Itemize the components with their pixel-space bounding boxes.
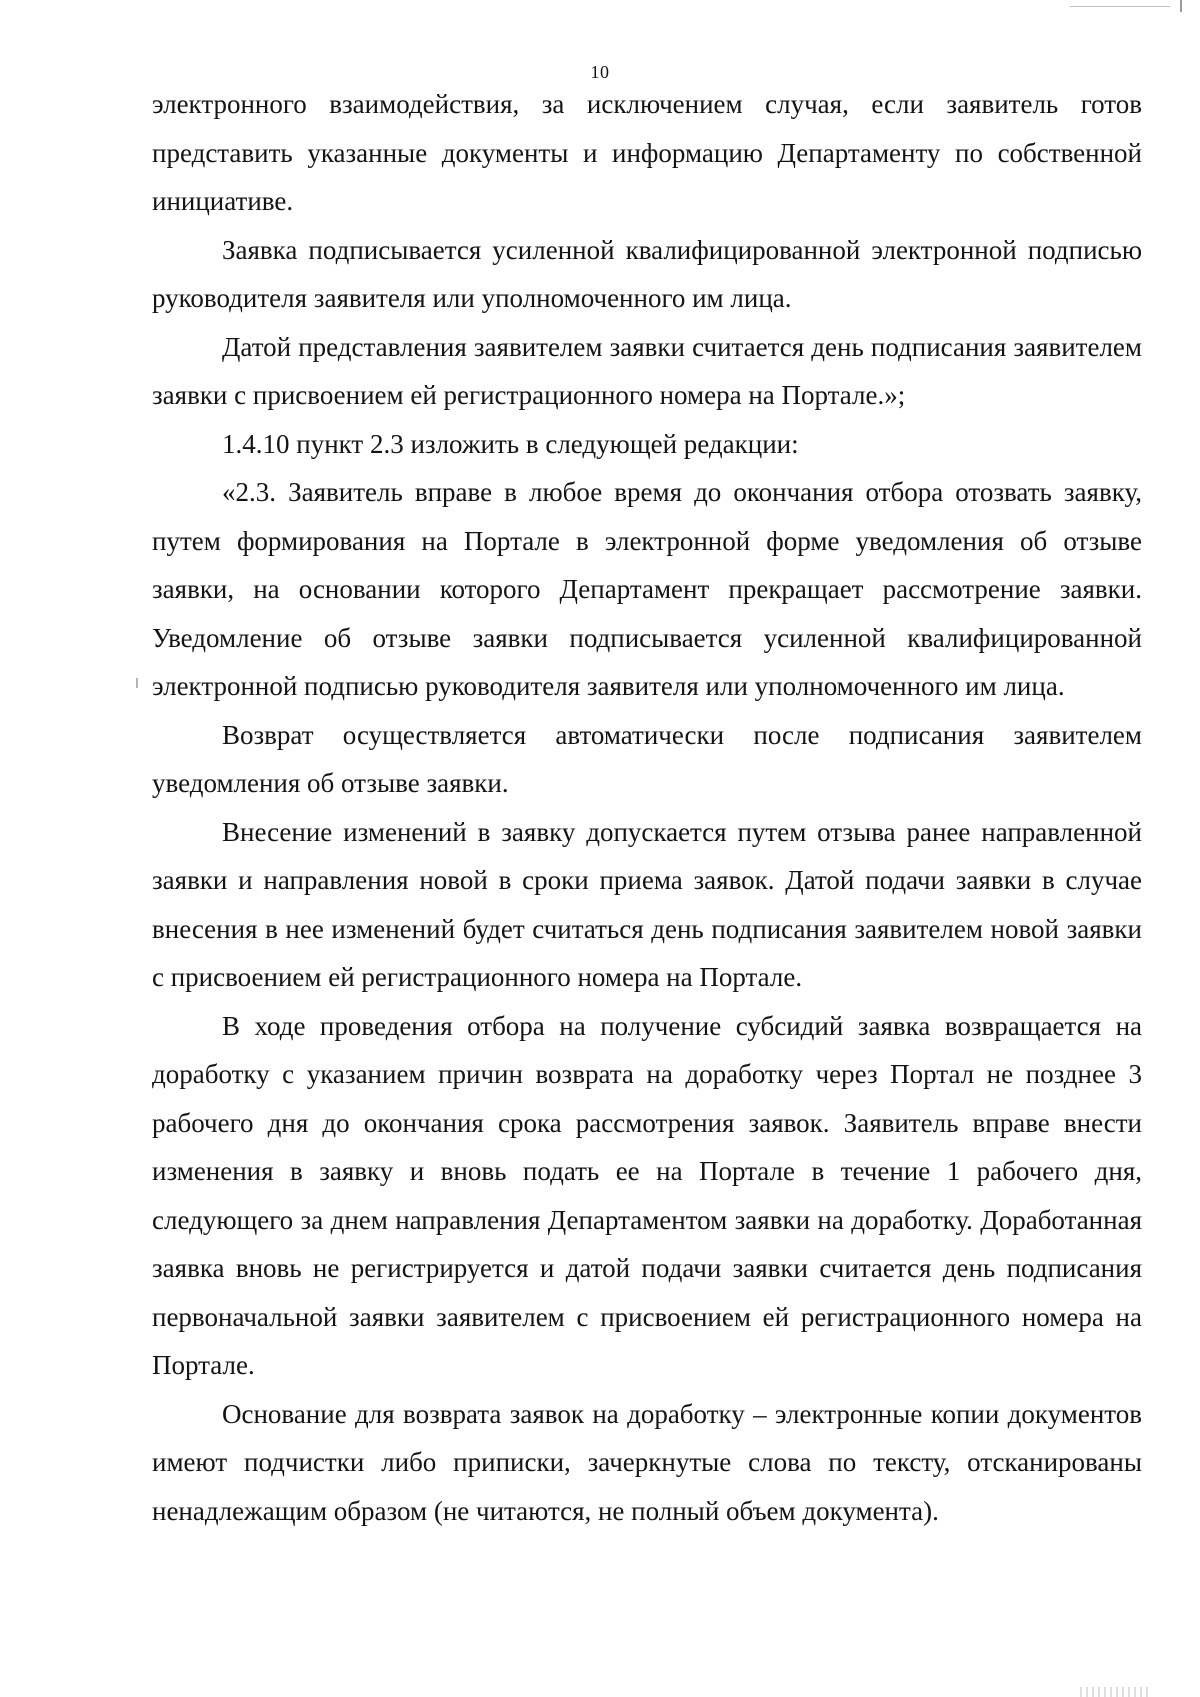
paragraph-changes: Внесение изменений в заявку допускается путем отзыва ранее направленной заявки и направления новой в сроки приема заявок. Датой подачи заявки в случае внесения в нее изменений будет считаться день подписания заявителем новой заявки с присвоением ей регистрационного номера на Портале. xyxy=(152,816,1142,992)
page-number: 10 xyxy=(590,62,610,82)
paragraph-continuation: электронного взаимодействия, за исключением случая, если заявитель готов представить указанные документы и информацию Департаменту по собственной инициативе. xyxy=(152,89,1142,216)
paragraph-revision-grounds: Основание для возврата заявок на доработку – электронные копии документов имеют подчистки либо приписки, зачеркнутые слова по тексту, отсканированы ненадлежащим образом (не читаются, не полный объем документа). xyxy=(152,1398,1142,1526)
document-body xyxy=(152,80,1142,1535)
paragraph-withdrawal: «2.3. Заявитель вправе в любое время до окончания отбора отозвать заявку, путем формирования на Портале в электронной форме уведомления об отзыве заявки, на основании которого Департамент прекращает рассмотрение заявки. Уведомление об отзыве заявки подписывается усиленной квалифицированной электронной подписью руководителя заявителя или уполномоченного им лица. xyxy=(152,477,1142,701)
paragraph-submission-date: Датой представления заявителем заявки считается день подписания заявителем заявки с присвоением ей регистрационного номера на Портале.»; xyxy=(152,331,1142,410)
paragraph-amendment-clause: 1.4.10 пункт 2.3 изложить в следующей редакции: xyxy=(222,428,799,459)
scan-speck xyxy=(136,678,138,688)
scan-edge-mark-top xyxy=(1070,0,1170,7)
paragraph-revision: В ходе проведения отбора на получение субсидий заявка возвращается на доработку с указанием причин возврата на доработку через Портал не позднее 3 рабочего дня до окончания срока рассмотрения заявок. Заявитель вправе внести изменения в заявку и вновь подать ее на Портале в течение 1 рабочего дня, следующего за днем направления Департаментом заявки на доработку. Доработанная заявка вновь не регистрируется и датой подачи заявки считается день подписания первоначальной заявки заявителем с присвоением ей регистрационного номера на Портале. xyxy=(152,1010,1142,1380)
scan-edge-mark-bottom xyxy=(1080,1687,1150,1697)
paragraph-signature: Заявка подписывается усиленной квалифицированной электронной подписью руководителя заявителя или уполномоченного им лица. xyxy=(152,234,1142,313)
paragraph-return: Возврат осуществляется автоматически после подписания заявителем уведомления об отзыве заявки. xyxy=(152,719,1142,798)
